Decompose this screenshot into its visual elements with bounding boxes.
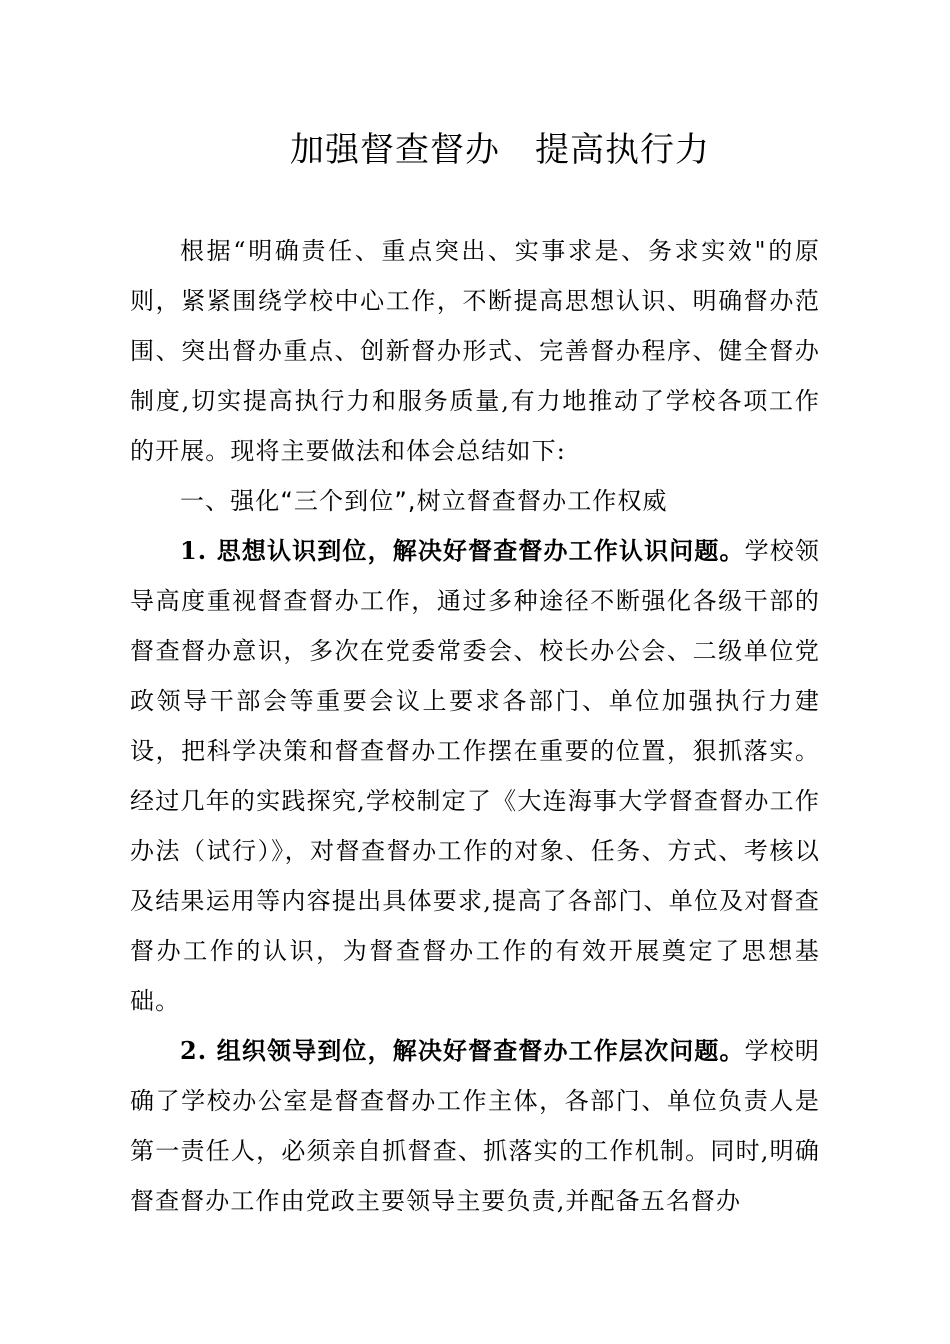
section-heading: 一、强化“三个到位”,树立督查督办工作权威 [180,487,668,515]
item-2-body: 学校明确了学校办公室是督查督办工作主体，各部门、单位负责人是第一责任人，必须亲自抓督查、抓落实的工作机制。同时,明确督查督办工作由党政主要领导主要负责,并配备五名督办 [130,1037,820,1215]
intro-paragraph: 根据“明确责任、重点突出、实事求是、务求实效"的原则，紧紧围绕学校中心工作，不断提高思想认识、明确督办范围、突出督办重点、创新督办形式、完善督办程序、健全督办制度,切实提高执行力和服务质量,有力地推动了学校各项工作的开展。现将主要做法和体会总结如下: [130,237,820,465]
document-body [130,226,820,1226]
item-2-lead: 2. 组织领导到位，解决好督查督办工作层次问题。 [180,1036,745,1065]
item-1-paragraph [130,526,820,1026]
item-2-paragraph [130,1026,820,1226]
item-1-body: 学校领导高度重视督查督办工作，通过多种途径不断强化各级干部的督查督办意识，多次在党委常委会、校长办公会、二级单位党政领导干部会等重要会议上要求各部门、单位加强执行力建设，把科学决策和督查督办工作摆在重要的位置，狠抓落实。经过几年的实践探究,学校制定了《大连海事大学督查督办工作办法（试行）》，对督查督办工作的对象、任务、方式、考核以及结果运用等内容提出具体要求,提高了各部门、单位及对督查督办工作的认识，为督查督办工作的有效开展奠定了思想基础。 [130,537,820,1015]
item-1-lead: 1. 思想认识到位，解决好督查督办工作认识问题。 [180,536,745,565]
document-title: 加强督查督办 提高执行力 [290,130,710,170]
